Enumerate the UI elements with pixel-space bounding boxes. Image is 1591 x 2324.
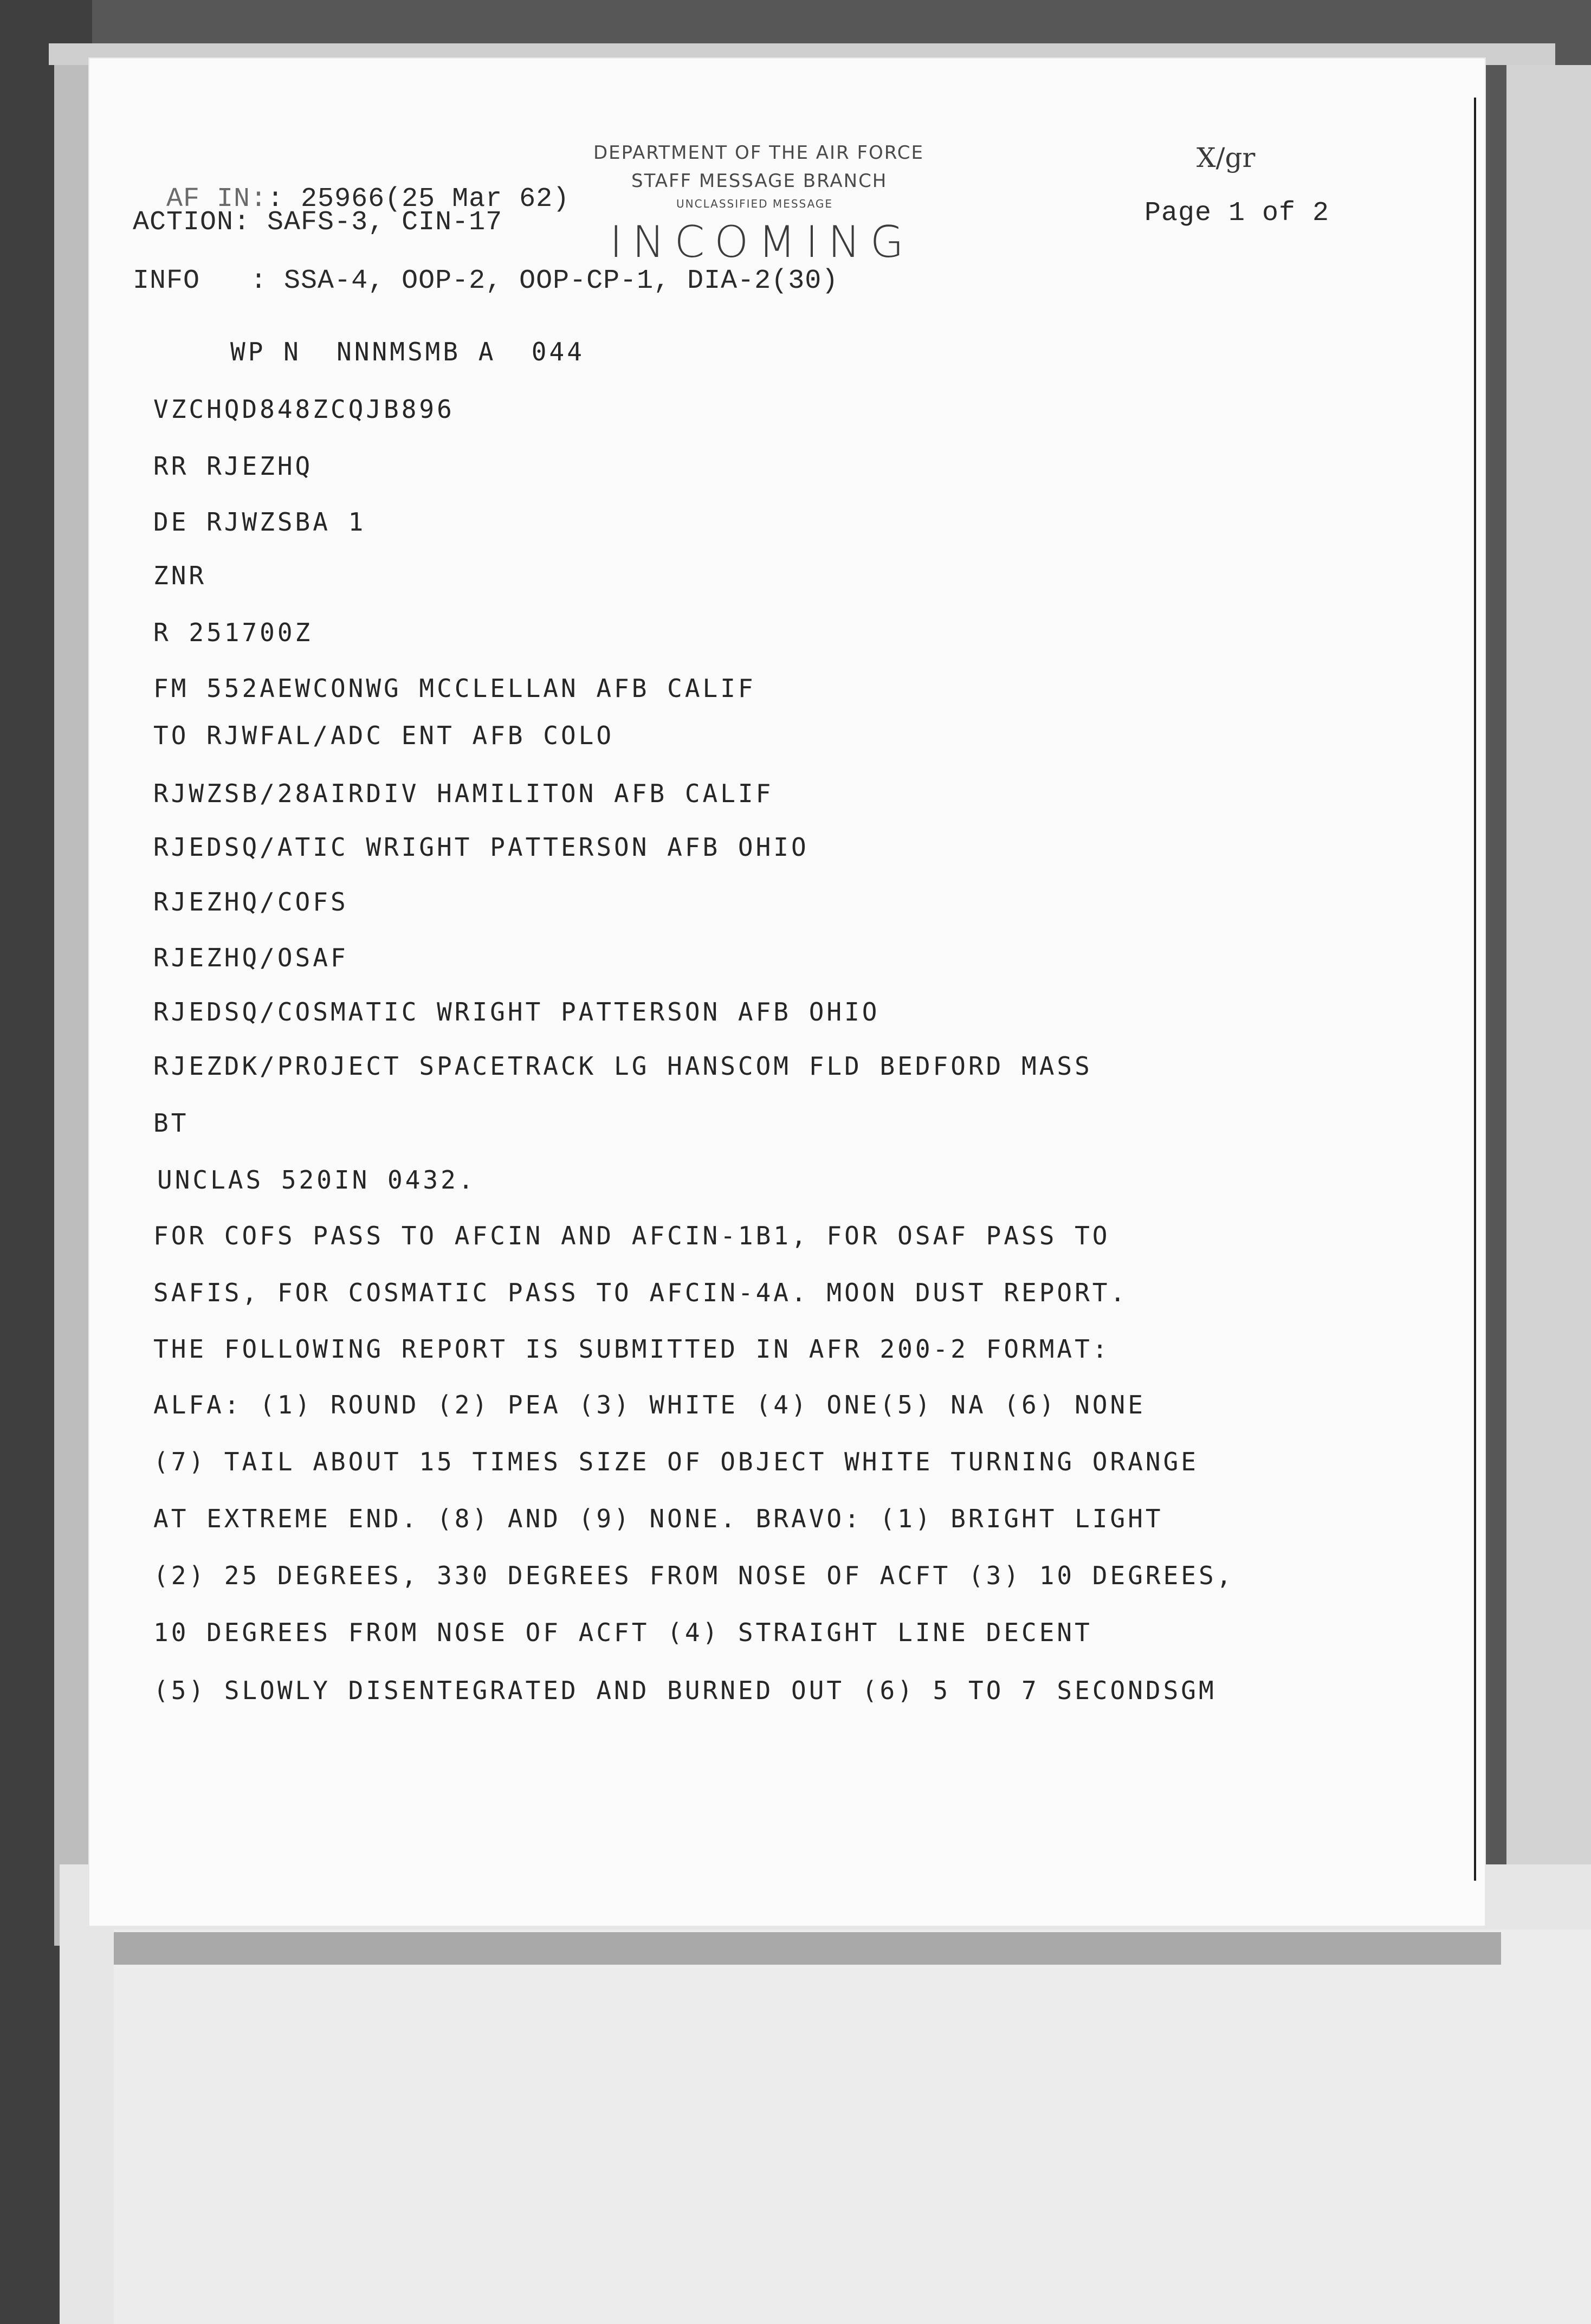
af-in-label: AF IN: [166, 184, 268, 215]
message-line: BT [153, 1108, 189, 1138]
branch-heading: STAFF MESSAGE BRANCH [631, 170, 888, 192]
right-margin-rule [1474, 98, 1476, 1881]
message-line: 10 DEGREES FROM NOSE OF ACFT (4) STRAIGHT LINE DECENT [153, 1618, 1092, 1647]
message-line: (2) 25 DEGREES, 330 DEGREES FROM NOSE OF ACFT (3) 10 DEGREES, [153, 1561, 1234, 1590]
page-number: Page 1 of 2 [1144, 198, 1330, 229]
message-line: RJEDSQ/ATIC WRIGHT PATTERSON AFB OHIO [153, 832, 809, 862]
message-line: RJWZSB/28AIRDIV HAMILITON AFB CALIF [153, 779, 774, 808]
message-line: RR RJEZHQ [153, 451, 313, 481]
message-line: FOR COFS PASS TO AFCIN AND AFCIN-1B1, FOR OSAF PASS TO [153, 1221, 1110, 1250]
message-line: RJEZHQ/OSAF [153, 943, 348, 972]
message-line: AT EXTREME END. (8) AND (9) NONE. BRAVO: (1) BRIGHT LIGHT [153, 1504, 1163, 1533]
message-line: DE RJWZSBA 1 [153, 507, 366, 537]
paper-bottom-shadow [114, 1932, 1501, 1965]
message-line: SAFIS, FOR COSMATIC PASS TO AFCIN-4A. MOON DUST REPORT. [153, 1278, 1128, 1307]
message-line: RJEZHQ/COFS [153, 887, 348, 916]
message-line: R 251700Z [153, 618, 313, 647]
classification-label: UNCLASSIFIED MESSAGE [676, 197, 833, 210]
incoming-stamp: INCOMING [610, 217, 914, 267]
message-line: ZNR [153, 561, 207, 590]
message-line: WP N NNNMSMB A 044 [230, 337, 585, 366]
action-line: ACTION: SAFS-3, CIN-17 [133, 207, 503, 238]
message-line: RJEZDK/PROJECT SPACETRACK LG HANSCOM FLD BEDFORD MASS [153, 1051, 1092, 1081]
message-line: TO RJWFAL/ADC ENT AFB COLO [153, 721, 615, 750]
message-line: VZCHQD848ZCQJB896 [153, 395, 455, 424]
department-heading: DEPARTMENT OF THE AIR FORCE [593, 142, 924, 164]
message-line: FM 552AEWCONWG MCCLELLAN AFB CALIF [153, 674, 756, 703]
message-line: (7) TAIL ABOUT 15 TIMES SIZE OF OBJECT WHITE TURNING ORANGE [153, 1447, 1199, 1476]
backing-right-edge [1506, 65, 1591, 1929]
message-line: (5) SLOWLY DISENTEGRATED AND BURNED OUT (6) 5 TO 7 SECONDSGM [153, 1676, 1217, 1705]
backing-sheet-inner [114, 1929, 1591, 2324]
message-line: ALFA: (1) ROUND (2) PEA (3) WHITE (4) ONE(5) NA (6) NONE [153, 1390, 1146, 1419]
message-line: THE FOLLOWING REPORT IS SUBMITTED IN AFR 200-2 FORMAT: [153, 1334, 1110, 1364]
info-line: INFO : SSA-4, OOP-2, OOP-CP-1, DIA-2(30) [133, 266, 839, 296]
af-in-value: : 25966(25 Mar 62) [267, 184, 570, 215]
message-line: UNCLAS 520IN 0432. [157, 1165, 476, 1195]
initials-note: X/gr [1197, 142, 1256, 173]
af-in-line [133, 153, 570, 215]
message-line: RJEDSQ/COSMATIC WRIGHT PATTERSON AFB OHIO [153, 997, 880, 1027]
left-backing-edge [54, 49, 92, 1946]
